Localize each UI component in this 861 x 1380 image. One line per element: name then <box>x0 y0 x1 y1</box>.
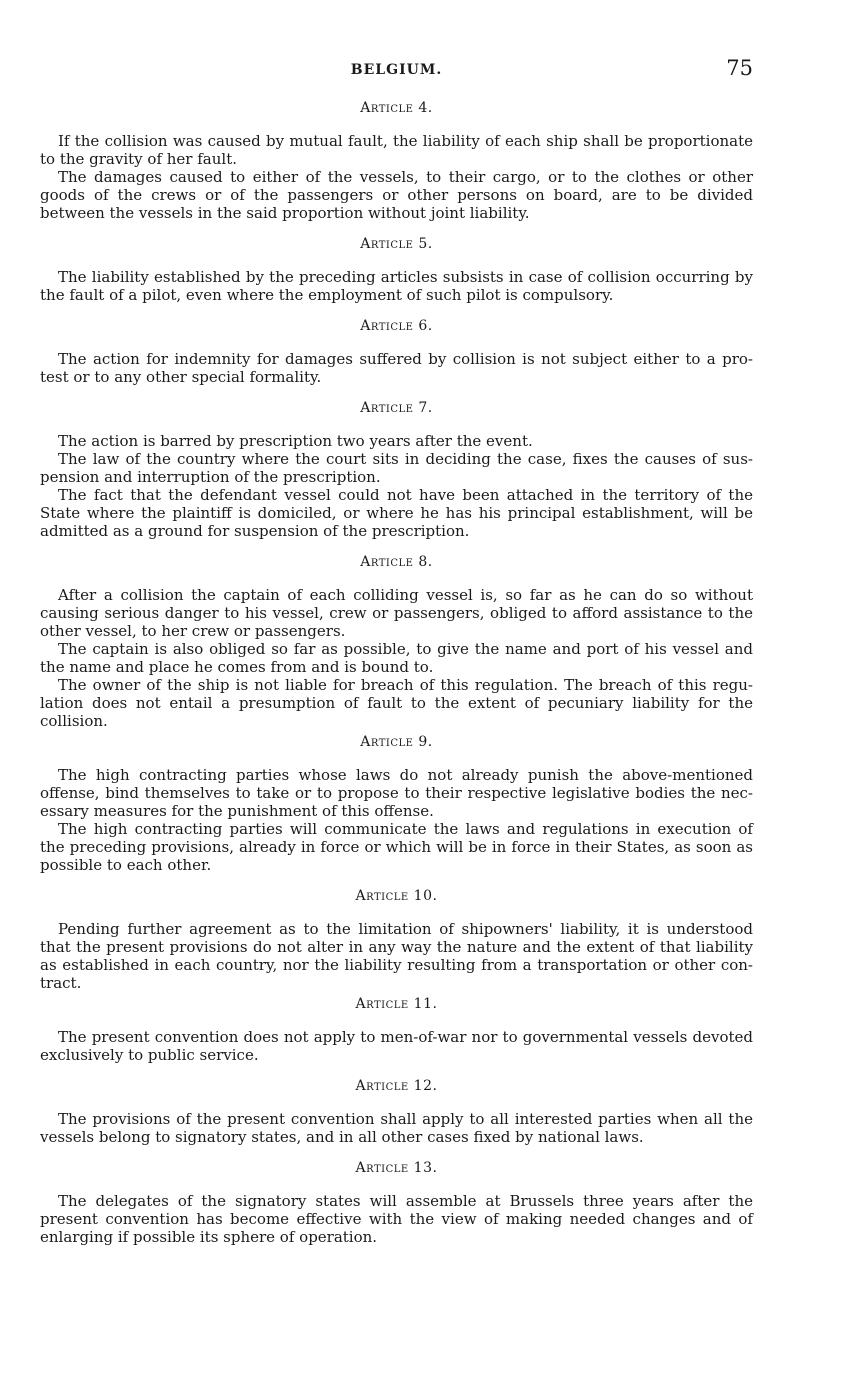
article-heading: Article 12. <box>355 1078 438 1094</box>
paragraph: The action is barred by prescription two years after the event. <box>58 432 533 450</box>
paragraph: The present convention does not apply to men-of-war nor to governmental vessels devoted exclusively to public service. <box>40 1028 753 1064</box>
article-7 <box>40 400 753 540</box>
paragraph: The delegates of the signatory states will assemble at Brussels three years after the present convention has become effective with the view of making needed changes and of enlarging if possible its sphere of operation. <box>40 1192 753 1246</box>
article-6 <box>40 318 753 386</box>
paragraph: The liability established by the preceding articles subsists in case of collision occurring by the fault of a pilot, even where the employment of such pilot is compulsory. <box>40 268 753 304</box>
paragraph: The high contracting parties will communicate the laws and regulations in execution of the preceding provisions, already in force or which will be in force in their States, as soon as possible to each other. <box>40 820 753 874</box>
article-heading: Article 7. <box>360 400 433 416</box>
paragraph: If the collision was caused by mutual fault, the liability of each ship shall be proportionate to the gravity of her fault. <box>40 132 753 168</box>
paragraph: The fact that the defendant vessel could not have been attached in the territory of the State where the plaintiff is domiciled, or where he has his principal establishment, will be admitted as a ground for suspension of the prescription. <box>40 486 753 540</box>
article-heading: Article 10. <box>355 888 438 904</box>
paragraph: The owner of the ship is not liable for breach of this regulation. The breach of this regu-lation does not entail a presumption of fault to the extent of pecuniary liability for the collision. <box>40 676 753 730</box>
article-heading: Article 6. <box>360 318 433 334</box>
paragraph: The law of the country where the court sits in deciding the case, fixes the causes of sus-pension and interruption of the prescription. <box>40 450 753 486</box>
paragraph: Pending further agreement as to the limitation of shipowners' liability, it is understood that the present provisions do not alter in any way the nature and the extent of that liability as established in each country, nor the liability resulting from a transportation or other con-tract. <box>40 920 753 992</box>
article-9 <box>40 734 753 874</box>
paragraph: The high contracting parties whose laws do not already punish the above-mentioned offense, bind themselves to take or to propose to their respective legislative bodies the nec-essary measures for the punishment of this offense. <box>40 766 753 820</box>
article-4 <box>40 100 753 222</box>
article-heading: Article 8. <box>360 554 433 570</box>
article-heading: Article 5. <box>360 236 433 252</box>
paragraph: The action for indemnity for damages suffered by collision is not subject either to a pro-test or to any other special formality. <box>40 350 753 386</box>
article-heading: Article 13. <box>355 1160 438 1176</box>
article-13 <box>40 1160 753 1246</box>
paragraph: The captain is also obliged so far as possible, to give the name and port of his vessel and the name and place he comes from and is bound to. <box>40 640 753 676</box>
article-heading: Article 4. <box>360 100 433 116</box>
article-12 <box>40 1078 753 1146</box>
article-5 <box>40 236 753 304</box>
page-number: 75 <box>726 56 753 80</box>
paragraph: The provisions of the present convention shall apply to all interested parties when all the vessels belong to signatory states, and in all other cases fixed by national laws. <box>40 1110 753 1146</box>
article-8 <box>40 554 753 730</box>
running-head <box>40 56 753 86</box>
document-page <box>40 56 753 1246</box>
paragraph: After a collision the captain of each colliding vessel is, so far as he can do so without causing serious danger to his vessel, crew or passengers, obliged to afford assistance to the other vessel, to her crew or passengers. <box>40 586 753 640</box>
paragraph: The damages caused to either of the vessels, to their cargo, or to the clothes or other goods of the crews or of the passengers or other persons on board, are to be divided between the vessels in the said proportion without joint liability. <box>40 168 753 222</box>
article-heading: Article 11. <box>355 996 438 1012</box>
article-11 <box>40 996 753 1064</box>
article-10 <box>40 888 753 992</box>
article-heading: Article 9. <box>360 734 433 750</box>
running-title: BELGIUM. <box>350 62 443 78</box>
